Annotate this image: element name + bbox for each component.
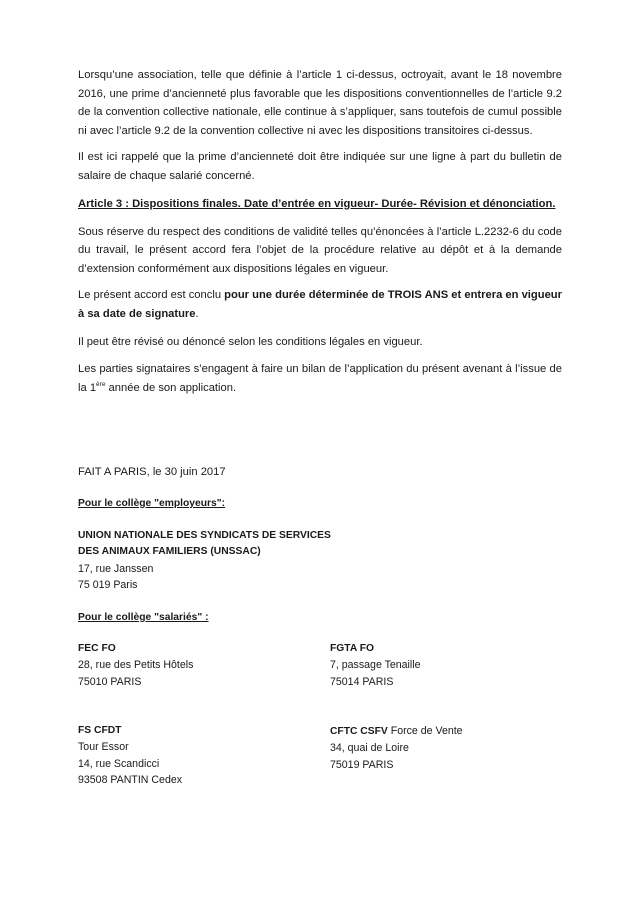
paragraph-extension: Sous réserve du respect des conditions de validité telles qu’énoncées à l’article L.2232-6 du code du travail, le présent accord fera l’objet de la procédure relative au dépôt et à la demande d’extension conformément aux dispositions légales en vigueur. — [78, 225, 562, 275]
fs-cfdt-address1: Tour Essor — [78, 741, 129, 754]
bilan-text-start: Les parties signataires s’engagent à faire un bilan de l’application du présent avenant à l’issue de la 1 — [78, 363, 562, 394]
fgta-fo-name: FGTA FO — [330, 643, 375, 654]
fait-a-paris: FAIT A PARIS, le 30 juin 2017 — [78, 466, 226, 478]
cftc-csfv-name: CFTC CSFV — [330, 726, 388, 737]
fec-fo-address2: 75010 PARIS — [78, 675, 142, 688]
fs-cfdt-address2: 14, rue Scandicci — [78, 757, 160, 770]
cftc-csfv-address2: 75019 PARIS — [330, 758, 394, 771]
unssac-address2: 75 019 Paris — [78, 578, 138, 591]
college-salaries-label: Pour le collège "salariés" : — [78, 612, 209, 623]
unssac-name-line1: UNION NATIONALE DES SYNDICATS DE SERVICES — [78, 530, 331, 541]
cftc-csfv-name-suffix: Force de Vente — [387, 725, 463, 737]
paragraph-bilan — [78, 360, 562, 397]
fec-fo-name: FEC FO — [78, 643, 116, 654]
fs-cfdt-block — [78, 723, 182, 788]
fgta-fo-block — [330, 641, 421, 690]
duree-text-start: Le présent accord est conclu — [78, 289, 225, 302]
unssac-name-line2: DES ANIMAUX FAMILIERS (UNSSAC) — [78, 546, 261, 558]
fgta-fo-address1: 7, passage Tenaille — [330, 659, 421, 672]
unssac-address1: 17, rue Janssen — [78, 562, 154, 575]
cftc-csfv-address1: 34, quai de Loire — [330, 742, 409, 755]
document-body — [78, 66, 562, 397]
paragraph-prime-anciennete: Lorsqu’une association, telle que définie à l’article 1 ci-dessus, octroyait, avant le 18 novembre 2016, une prime d’ancienneté plus favorable que les dispositions conventionnelles de l’article 9.2 de la convention collective nationale, elle continue à s’appliquer, sans toutefois de cumul possible ni avec l’article 9.2 de la convention collective ni avec les dispositions transitoires ci-dessus. — [78, 69, 562, 137]
fs-cfdt-name: FS CFDT — [78, 725, 122, 736]
cftc-csfv-name-line — [330, 723, 463, 740]
fec-fo-block — [78, 641, 193, 690]
duree-text-end: . — [195, 307, 199, 320]
fgta-fo-address2: 75014 PARIS — [330, 675, 394, 688]
unssac-block — [78, 528, 331, 593]
paragraph-duree — [78, 286, 562, 323]
bilan-superscript: ère — [96, 380, 106, 388]
fec-fo-address1: 28, rue des Petits Hôtels — [78, 659, 194, 672]
college-employeurs-label: Pour le collège "employeurs": — [78, 498, 226, 509]
article-3-heading: Article 3 : Dispositions finales. Date d’entrée en vigueur- Durée- Révision et dénonciation. — [78, 197, 556, 210]
bilan-text-end: année de son application. — [105, 381, 237, 394]
fs-cfdt-address3: 93508 PANTIN Cedex — [78, 773, 183, 786]
paragraph-revision: Il peut être révisé ou dénoncé selon les conditions légales en vigueur. — [78, 335, 423, 348]
cftc-csfv-block — [330, 723, 463, 773]
paragraph-bulletin-salaire: Il est ici rappelé que la prime d’ancienneté doit être indiquée sur une ligne à part du bulletin de salaire de chaque salarié concerné. — [78, 151, 562, 182]
duree-text-bold: pour une durée déterminée de TROIS ANS et entrera en vigueur à sa date de signature — [78, 289, 562, 320]
